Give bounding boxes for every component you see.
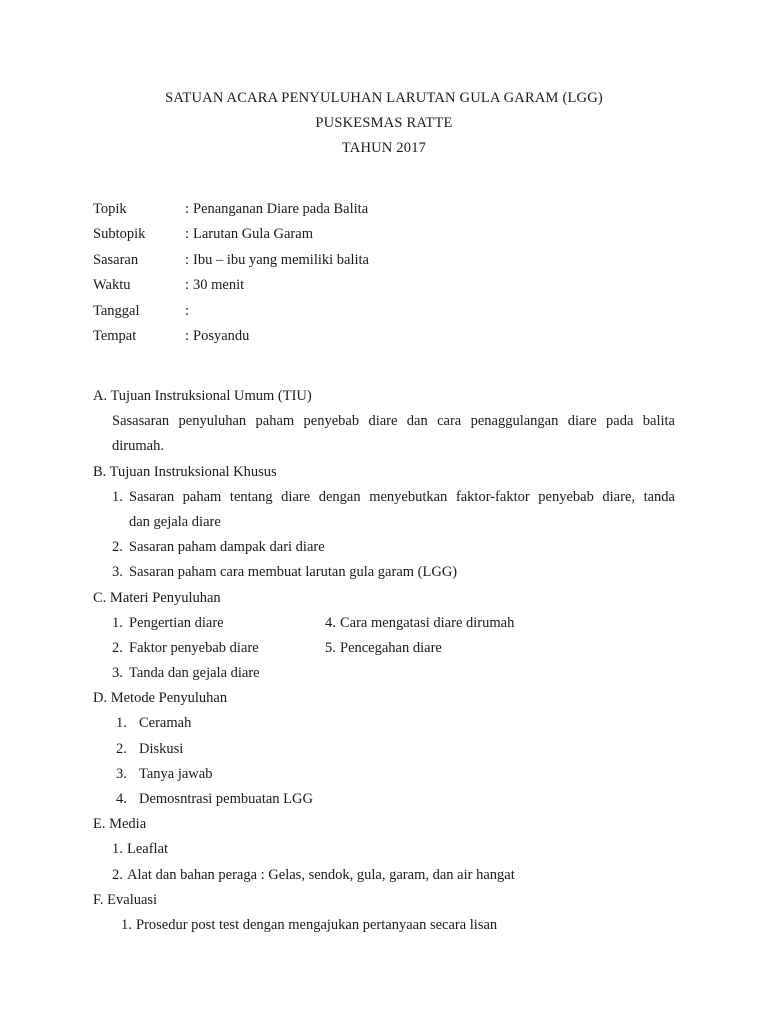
title-line-1: SATUAN ACARA PENYULUHAN LARUTAN GULA GARAM (LGG)	[165, 90, 603, 106]
info-separator: :	[185, 226, 190, 243]
list-item-number: 2.	[116, 740, 127, 757]
info-separator: :	[185, 277, 190, 294]
list-item	[112, 863, 675, 888]
info-separator: :	[185, 251, 190, 268]
info-label: Waktu	[93, 277, 131, 294]
section-d-list	[93, 711, 675, 812]
info-label: Tempat	[93, 327, 137, 344]
section-f-list	[93, 913, 675, 938]
info-label: Sasaran	[93, 251, 139, 268]
info-row-sasaran	[93, 248, 369, 273]
list-item-number: 1.	[112, 841, 123, 858]
list-item-number: 3.	[112, 564, 123, 581]
list-item	[116, 787, 675, 812]
list-item-text: Diskusi	[139, 740, 184, 757]
section-c-heading: C. Materi Penyuluhan	[93, 589, 221, 606]
document-sections	[93, 384, 675, 938]
list-item-text: Demosntrasi pembuatan LGG	[139, 791, 313, 807]
list-item	[112, 611, 325, 636]
section-a-heading: A. Tujuan Instruksional Umum (TIU)	[93, 388, 312, 404]
section-e	[93, 812, 675, 888]
list-item-number: 2.	[112, 639, 123, 656]
list-item-text: Leaflat	[127, 841, 169, 858]
info-value: Penanganan Diare pada Balita	[193, 201, 369, 217]
section-a	[93, 384, 675, 460]
info-separator: :	[185, 201, 190, 217]
info-label: Tanggal	[93, 302, 140, 319]
list-item-text: Tanda dan gejala diare	[129, 665, 260, 682]
list-item-number: 3.	[116, 765, 127, 782]
list-item	[116, 762, 675, 787]
list-item	[121, 913, 675, 938]
title-line-2: PUSKESMAS RATTE	[315, 115, 453, 131]
section-b	[93, 460, 675, 586]
info-value: Larutan Gula Garam	[193, 226, 313, 243]
list-item-text: Pengertian diare	[129, 614, 224, 631]
section-d	[93, 686, 675, 812]
list-item-text: Ceramah	[139, 715, 192, 732]
document-title	[0, 86, 768, 161]
section-f-heading: F. Evaluasi	[93, 891, 158, 908]
info-row-tanggal	[93, 299, 369, 324]
info-value: Posyandu	[193, 327, 250, 344]
section-d-heading: D. Metode Penyuluhan	[93, 690, 228, 707]
info-table	[93, 197, 369, 349]
list-item-text: Sasaran paham dampak dari diare	[129, 539, 325, 556]
info-label: Subtopik	[93, 226, 146, 243]
info-separator: :	[185, 327, 190, 344]
list-item	[325, 611, 514, 636]
list-item-number: 2.	[112, 539, 123, 556]
list-row	[112, 636, 675, 661]
section-b-heading: B. Tujuan Instruksional Khusus	[93, 463, 277, 480]
list-item	[112, 837, 675, 862]
info-value: 30 menit	[193, 277, 245, 294]
list-item-text-continued: dan gejala diare	[129, 513, 221, 530]
list-row	[112, 611, 675, 636]
info-row-subtopik	[93, 222, 369, 247]
section-b-list	[93, 485, 675, 586]
section-c	[93, 586, 675, 687]
list-item-text: Cara mengatasi diare dirumah	[340, 614, 515, 631]
list-item	[112, 560, 675, 585]
list-item	[112, 485, 675, 535]
section-a-text-line-2: dirumah.	[112, 438, 164, 455]
info-value: Ibu – ibu yang memiliki balita	[193, 251, 369, 268]
section-f	[93, 888, 675, 938]
list-item-text: Sasaran paham tentang diare dengan menyebutkan faktor-faktor penyebab diare, tanda	[129, 488, 675, 505]
list-item-number: 2.	[112, 866, 123, 883]
section-c-list	[93, 611, 675, 687]
section-e-list	[93, 837, 675, 887]
list-row	[112, 661, 675, 686]
section-e-heading: E. Media	[93, 816, 147, 833]
list-item-text: Tanya jawab	[139, 765, 213, 782]
info-row-topik	[93, 197, 369, 222]
list-item-number: 1.	[116, 715, 127, 732]
section-a-text-line-1: Sasasaran penyuluhan paham penyebab diare dan cara penaggulangan diare pada balita	[112, 413, 675, 430]
info-row-tempat	[93, 324, 369, 349]
list-item	[116, 737, 675, 762]
list-item-number: 1.	[121, 916, 132, 933]
list-item-number: 4.	[116, 791, 127, 807]
list-item-number: 5.	[325, 639, 336, 656]
list-item	[116, 711, 675, 736]
list-item-text: Faktor penyebab diare	[129, 639, 259, 656]
list-item	[112, 636, 325, 661]
list-item	[112, 661, 325, 686]
list-item-text: Sasaran paham cara membuat larutan gula garam (LGG)	[129, 564, 458, 581]
list-item-number: 4.	[325, 614, 336, 631]
info-row-waktu	[93, 273, 369, 298]
list-item-text: Prosedur post test dengan mengajukan pertanyaan secara lisan	[136, 916, 498, 933]
list-item	[112, 535, 675, 560]
list-item-number: 1.	[112, 488, 123, 505]
info-label: Topik	[93, 201, 127, 217]
list-item-text: Pencegahan diare	[340, 639, 442, 656]
list-item-text: Alat dan bahan peraga : Gelas, sendok, gula, garam, dan air hangat	[127, 866, 515, 883]
list-item-number: 1.	[112, 614, 123, 631]
list-item	[325, 636, 442, 661]
info-separator: :	[185, 302, 190, 319]
title-line-3: TAHUN 2017	[341, 140, 427, 156]
list-item-number: 3.	[112, 665, 123, 682]
